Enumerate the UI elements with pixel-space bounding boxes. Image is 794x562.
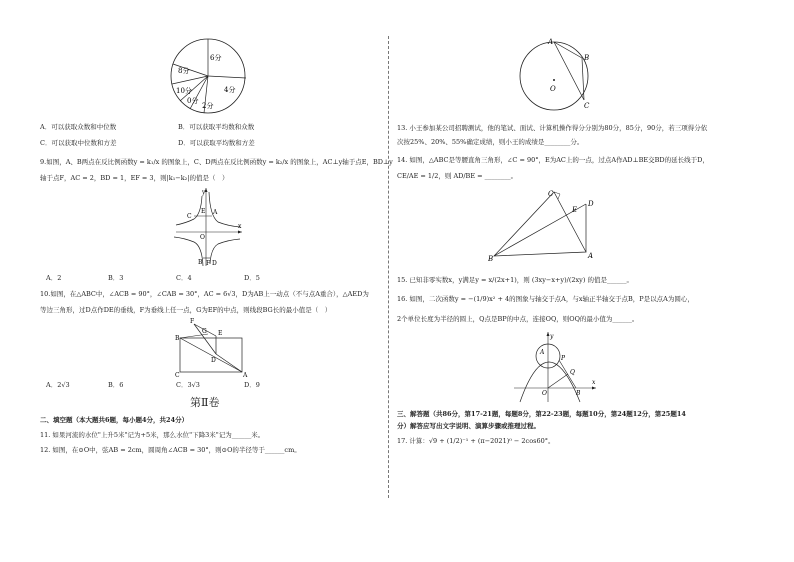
pie-label-10: 10分 — [176, 87, 192, 95]
q14-text-line1: 14. 如图，△ABC是等腰直角三角形，∠C = 90°，E为AC上的一点，过点A作AD⊥BE交BD的延长线于D， — [397, 156, 709, 164]
q10-label-d: D — [211, 357, 216, 364]
q8-option-b: B．可以获取平均数和众数 — [178, 123, 255, 131]
q9-option-b: B．3 — [108, 274, 124, 282]
section2-heading: 二、填空题（本大题共6题，每小题4分，共24分） — [40, 416, 189, 424]
part2-title: 第Ⅱ卷 — [190, 396, 220, 409]
q12-label-c: C — [584, 102, 590, 110]
pie-label-8: 8分 — [178, 67, 190, 75]
q13-text-line2: 次按25%、20%、55%确定成绩，则小王的成绩是________分。 — [397, 138, 584, 146]
q10-label-b: B — [175, 335, 180, 342]
q10-label-g: G — [202, 328, 207, 335]
q10-text-line1: 10.如图，在△ABC中，∠ACB = 90°，∠CAB = 30°，AC = 6√3，D为AB上一动点（不与点A重合），△AED为 — [40, 290, 369, 298]
q12-label-a: A — [548, 38, 554, 46]
q10-text-line2: 等边三角形，过D点作DE的垂线，F为垂线上任一点，G为EF的中点，则线段BG长的最小值是（ ） — [40, 306, 332, 314]
q16-text-line1: 16. 如图，二次函数y = −(1/9)x² + 4的图象与轴交于点A，与x轴正半轴交于点B，P是以点A为圆心， — [397, 295, 694, 303]
score-pie-figure — [168, 36, 248, 116]
q9-text-line1: 9.如图，A、B两点在反比例函数y = k₁/x 的图象上，C、D两点在反比例函数y = k₂/x 的图象上，AC⊥y轴于点E，BD⊥y — [40, 158, 393, 166]
q17-text: 17. 计算：√9 + (1/2)⁻¹ + (π−2021)⁰ − 2cos60°。 — [397, 437, 555, 445]
q14-label-a: A — [588, 252, 594, 260]
q15-text: 15. 已知非零实数x，y满足y = x/(2x+1)，则 (3xy−x+y)/(2xy) 的值是______。 — [397, 276, 633, 284]
q16-label-o: O — [542, 390, 547, 397]
section3-heading-line1: 三、解答题（共86分，第17-21题，每题8分，第22-23题，每题10分，第24题12分，第25题14 — [397, 410, 686, 418]
q16-parabola-figure — [510, 330, 600, 404]
q9-hyperbola-figure — [172, 186, 244, 268]
q10-label-f: F — [190, 318, 195, 325]
q10-option-a: A．2√3 — [46, 381, 70, 389]
q9-label-c: C — [187, 213, 192, 220]
q14-triangle-figure — [488, 186, 598, 262]
q8-option-d: D．可以获取平均数和方差 — [178, 139, 255, 147]
q8-option-c: C．可以获取中位数和方差 — [40, 139, 117, 147]
q10-option-b: B．6 — [108, 381, 124, 389]
q10-label-a: A — [243, 372, 248, 378]
q9-label-d: D — [212, 260, 217, 267]
section3-heading-line2: 分）解答应写出文字说明、演算步骤或推理过程。 — [397, 422, 540, 430]
q10-label-c: C — [175, 372, 180, 378]
pie-label-0: 0分 — [187, 97, 199, 105]
q9-label-a: A — [213, 209, 218, 216]
pie-label-2: 2分 — [202, 102, 214, 110]
q9-text-line2: 轴于点F，AC = 2，BD = 1，EF = 3，则|k₁−k₂|的值是（ ） — [40, 174, 229, 182]
q16-label-q: Q — [570, 369, 575, 376]
q16-label-y: y — [550, 333, 554, 340]
column-divider — [388, 36, 389, 498]
q12-circle-figure — [510, 36, 600, 112]
q16-label-a: A — [540, 349, 545, 356]
q9-option-c: C．4 — [176, 274, 192, 282]
q9-label-b: B — [198, 259, 203, 266]
q9-label-e: E — [201, 208, 206, 215]
q14-text-line2: CE/AE = 1/2，则 AD/BE = ________。 — [397, 172, 518, 180]
q13-text-line1: 13. 小王参加某公司招聘测试，他的笔试、面试、计算机操作得分分别为80分，85分，90分，若三项得分依 — [397, 124, 708, 132]
q8-option-a: A．可以获取众数和中位数 — [40, 123, 117, 131]
q14-label-d: D — [588, 200, 594, 208]
q9-option-a: A．2 — [46, 274, 62, 282]
q16-label-p: P — [561, 355, 566, 362]
q16-label-b: B — [576, 390, 581, 397]
q9-label-o: O — [200, 234, 205, 241]
q9-label-x: x — [238, 223, 242, 230]
q10-option-c: C．3√3 — [176, 381, 200, 389]
pie-label-6: 6分 — [210, 54, 222, 62]
q10-option-d: D．9 — [244, 381, 260, 389]
q12-text: 12. 如图，在⊙O中，弦AB = 2cm，圆周角∠ACB = 30°，则⊙O的半径等于______cm。 — [40, 446, 301, 454]
q12-label-o: O — [550, 85, 556, 93]
q11-text: 11. 如果河流的水位"上升5米"记为+5米，那么水位"下降3米"记为______米。 — [40, 431, 265, 439]
q16-text-line2: 2个单位长度为半径的圆上，Q点是BP的中点，连接OQ，则OQ的最小值为______。 — [397, 315, 639, 323]
q12-label-b: B — [584, 54, 590, 62]
q9-label-y: y — [202, 189, 206, 196]
q10-triangle-figure — [172, 316, 252, 378]
q14-label-b: B — [488, 255, 494, 262]
q16-label-x: x — [592, 379, 596, 386]
q9-label-f: F — [206, 260, 211, 267]
q10-label-e: E — [218, 330, 223, 337]
q14-label-e: E — [572, 206, 578, 214]
q9-option-d: D．5 — [244, 274, 260, 282]
pie-label-4: 4分 — [224, 86, 236, 94]
q14-label-c: C — [548, 190, 554, 198]
